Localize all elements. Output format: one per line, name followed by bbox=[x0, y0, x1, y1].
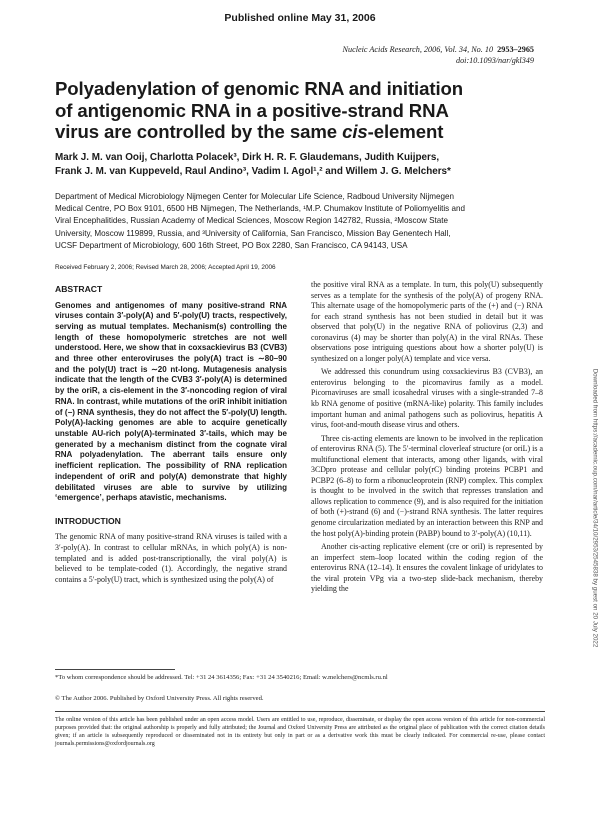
abstract-text: Genomes and antigenomes of many positive-strand RNA viruses contain 3′-poly(A) and 5′-poly(U) tracts, respectively, serving as mutual templates. Mechanism(s) controlling the length of these homopolymeric stretches are not well understood. Here, we show that in coxsackievirus B3 (CVB3) and three other enteroviruses the poly(A) tract is ∼80–90 and the poly(U) tract is ∼20 nt-long. Mutagenesis analysis indicate that the length of the CVB3 3′-poly(A) is determined by the oriR, a cis-element in the 3′-noncoding region of viral RNA. In contrast, while mutations of the oriR inhibit initiation of (−) RNA synthesis, they do not affect the 5′-poly(U) length. Poly(A)-lacking genomes are able to acquire genetically unstable AU-rich poly(A)-terminated 3′-tails, which may be generated by a mechanism distinct from the cognate viral RNA polyadenylation. The aberrant tails ensure only inefficient replication. The possibility of RNA replication independent of oriR and poly(A) demonstrate that highly debilitated viruses are able to survive by utilizing ‘emergence’, perhaps atavistic, mechanisms. bbox=[55, 300, 287, 503]
body-paragraph: the positive viral RNA as a template. In turn, this poly(U) subsequently serves as a template for the synthesis of the poly(A) of progeny RNA. This alternate usage of the homopolymeric parts of the (+) and (−) RNA for each strand synthesis has not been studied in detail but it was observed that poly(U) in the negative RNA of poliovirus (2,3) and coronavirus (4) may be shorter than poly(A) in the viral RNAs. These observations pose intriguing questions about how a shorter poly(U) is synthesized on a longer poly(A) template and vice versa. bbox=[311, 280, 543, 363]
body-paragraph: We addressed this conundrum using coxsackievirus B3 (CVB3), an enterovirus belonging to the picornavirus family as a model. Picornaviruses are small icosahedral viruses with a single-stranded 7–8 kb RNA genome of positive (mRNA-like) polarity. This family includes important human and animal pathogens such as poliovirus, hepatitis A virus, foot-and-mouth disease virus and others. bbox=[311, 367, 543, 430]
affiliation-line: Department of Medical Microbiology Nijmegen Center for Molecular Life Science, Radboud University Nijmegen bbox=[55, 192, 455, 201]
correspondence-footnote: *To whom correspondence should be addressed. Tel: +31 24 3614356; Fax: +31 24 3540216; Email: w.melchers@ncmls.ru.nl bbox=[55, 674, 388, 681]
open-access-divider bbox=[55, 711, 545, 712]
affiliation-line: University, Moscow 119899, Russia, and ³University of California, San Francisco, Mission Bay Genentech Hall, bbox=[55, 228, 451, 238]
author-line: Mark J. M. van Ooij, Charlotta Polacek³, Dirk H. R. F. Glaudemans, Judith Kuijpers, bbox=[55, 152, 440, 163]
introduction-paragraph: The genomic RNA of many positive-strand RNA viruses is tailed with a 3′-poly(A). In contrast to cellular mRNAs, in which poly(A) is non-templated and is added post-transcriptionally, the viral poly(A) is believed to be template-coded (1). Accordingly, the negative strand contains a 5′-poly(U) tract, which is synthesized using the poly(A) of bbox=[55, 532, 287, 584]
introduction-heading: INTRODUCTION bbox=[55, 515, 121, 526]
page-range: 2953–2965 bbox=[497, 45, 534, 54]
body-paragraph: Another cis-acting replicative element (cre or oriI) is represented by an imperfect stem–loop located within the coding region of the enterovirus RNA (12–14). It ensures the covalent linkage of uridylates to the viral protein VPg via a two-step slide-back mechanism, thereby yielding the bbox=[311, 542, 543, 594]
published-online-banner: Published online May 31, 2006 bbox=[224, 12, 376, 24]
open-access-notice: The online version of this article has been published under an open access model. Users are entitled to use, reproduce, disseminate, or display the open access version of this article for non-commercial purposes provided that: the original authorship is properly and fully attributed; the Journal and Oxford University Press are attributed as the original place of publication with the correct citation details given; if an article is subsequently reproduced or disseminated not in its entirety but only in part or as a derivative work this must be clearly indicated. For commercial re-use, please contact journals.permissions@oxfordjournals.org bbox=[55, 717, 545, 747]
left-column bbox=[55, 284, 287, 585]
title-line: Polyadenylation of genomic RNA and initiation bbox=[55, 78, 464, 99]
journal-citation-block bbox=[234, 44, 534, 66]
footnote-divider bbox=[55, 669, 175, 670]
received-dates: Received February 2, 2006; Revised March 28, 2006; Accepted April 19, 2006 bbox=[55, 264, 276, 271]
title-italic: cis bbox=[342, 121, 368, 142]
title-line: of antigenomic RNA in a positive-strand RNA bbox=[55, 99, 449, 121]
affiliation-line: UCSF Department of Microbiology, 600 16th Street, PO Box 2280, San Francisco, CA 94143, USA bbox=[55, 240, 408, 250]
download-sidebar-text: Downloaded from https://academic.oup.com/nar/article/34/10/2953/2545838 by guest on 20 July 2022 bbox=[591, 368, 599, 648]
body-paragraph: Three cis-acting elements are known to be involved in the replication of enterovirus RNA (5). The 5′-terminal cloverleaf structure (or oriL) is a multifunctional element that interacts, among other ligands, with viral 3CDpro protease and cellular poly(rC) binding proteins PCBP1 and PCBP2 (6–8) to form a ribonucleoprotein (RNP) complex. This complex is thought to be involved in the switch that represses translation and allows replication to commence (9), and is also required for the initiation of both (+)-strand (6) and (−)-strand RNA synthesis. The latter requires genome circularization mediated by an interaction between this RNP and the host poly(A)-binding protein (PABP) bound to 3′-poly(A) (10,11). bbox=[311, 433, 543, 538]
right-column bbox=[311, 280, 543, 595]
abstract-heading: ABSTRACT bbox=[55, 284, 103, 294]
copyright-notice: © The Author 2006. Published by Oxford University Press. All rights reserved. bbox=[55, 695, 264, 702]
affiliation-line: Viral Encephalitides, Russian Academy of Medical Sciences, Moscow Region 142782, Russia, ²Moscow State bbox=[55, 216, 449, 226]
title-line: virus are controlled by the same bbox=[55, 121, 343, 142]
doi: doi:10.1093/nar/gkl349 bbox=[455, 56, 534, 65]
author-list bbox=[55, 151, 555, 179]
author-line: Frank J. M. van Kuppeveld, Raul Andino³, Vadim I. Agol¹,² and Willem J. G. Melchers* bbox=[55, 166, 451, 177]
article-title bbox=[55, 78, 555, 143]
title-end: -element bbox=[367, 121, 444, 142]
affiliations bbox=[55, 191, 535, 252]
journal-citation: Nucleic Acids Research, 2006, Vol. 34, No. 10 bbox=[342, 45, 494, 54]
affiliation-line: Medical Centre, PO Box 9101, 6500 HB Nijmegen, The Netherlands, ¹M.P. Chumakov Institute of Poliomyelitis and bbox=[55, 204, 465, 214]
